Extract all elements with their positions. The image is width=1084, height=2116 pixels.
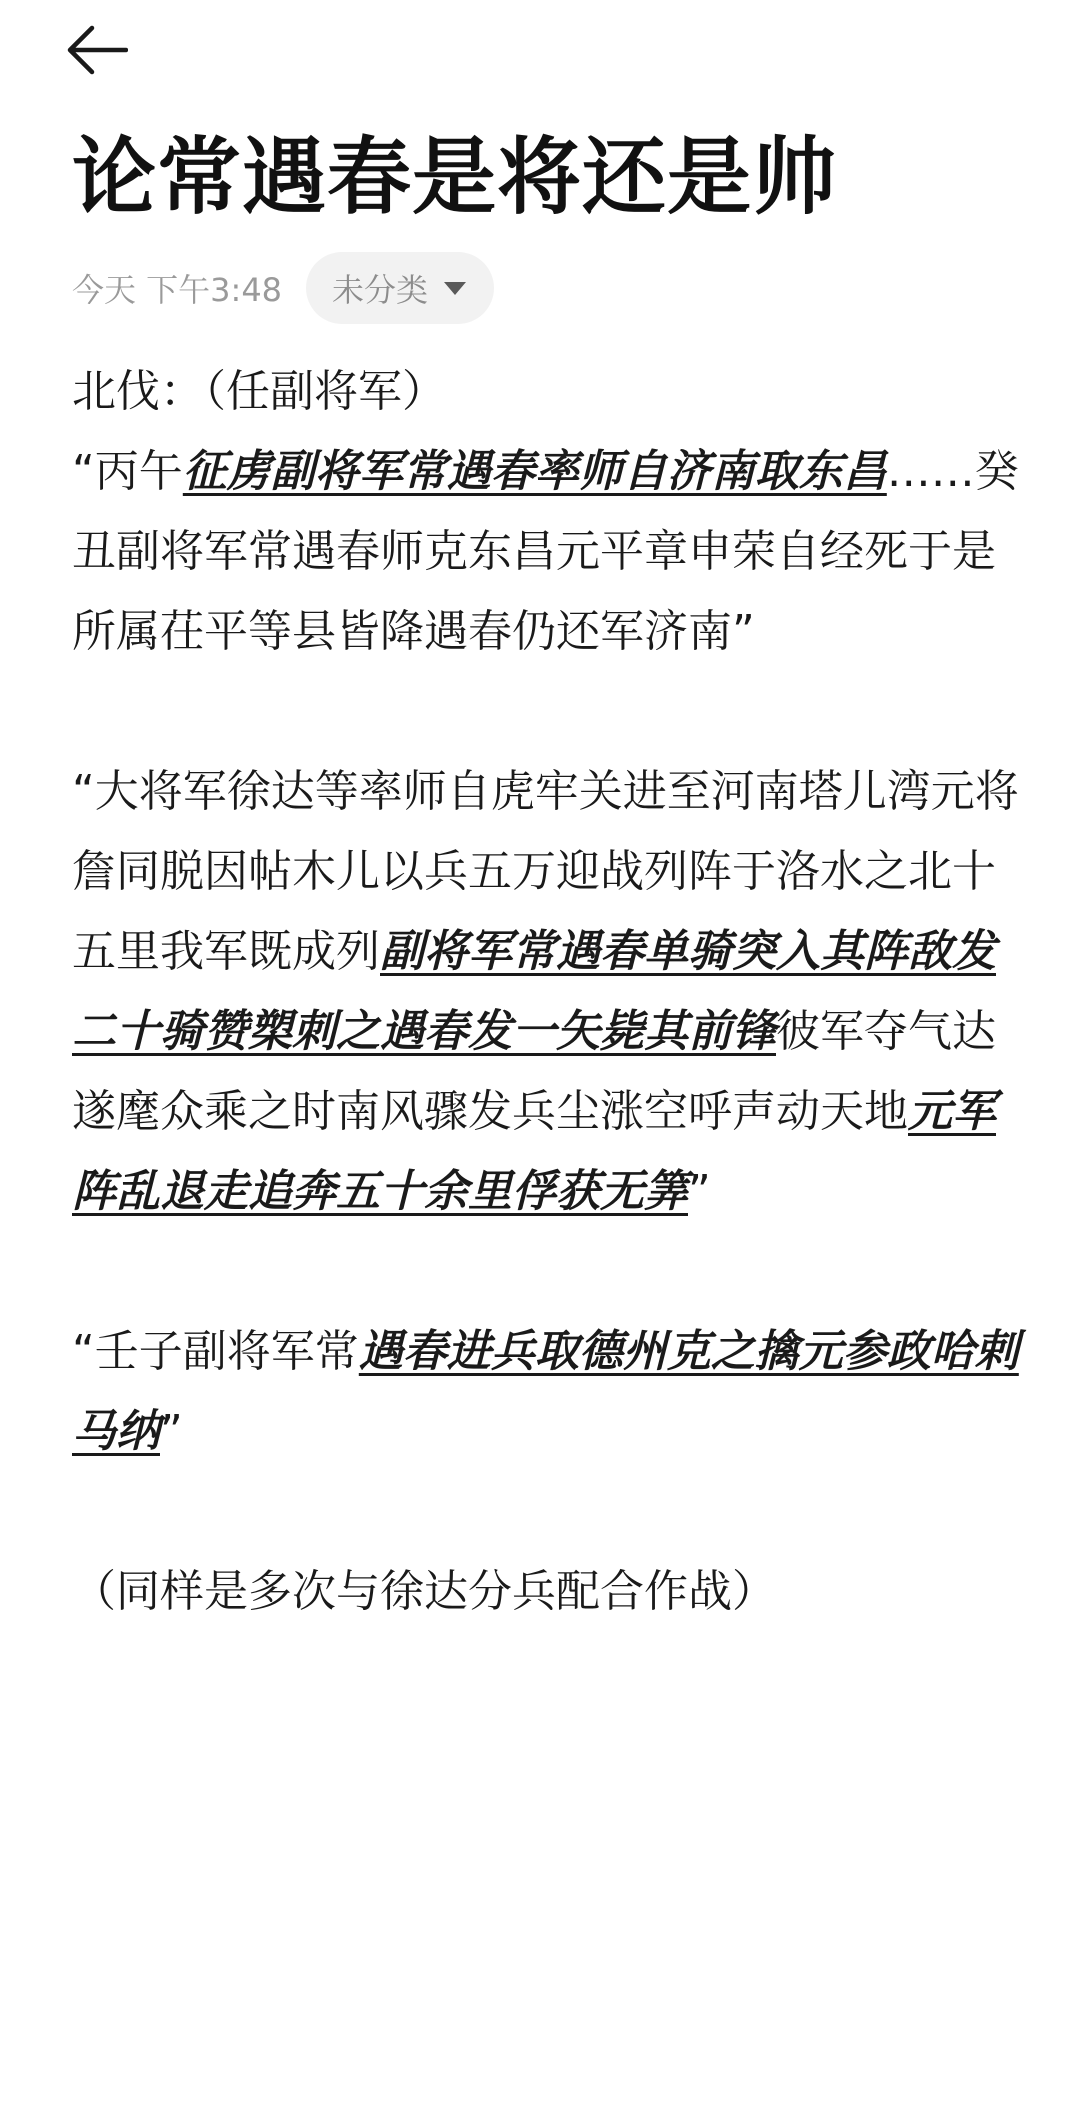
text-run: 彼军夺气达遂麾众乘之时南风骤发兵尘涨空呼声动天地 [72,1006,996,1137]
text-run: ……癸丑副将军常遇春师克东昌元平章申荣自经死于是所属茌平等县皆降遇春仍还军济南” [72,446,1019,657]
highlighted-text: 副将军常遇春单骑突入其阵敌发二十骑赞槊刺之遇春发一矢毙其前锋 [72,926,996,1057]
caret-down-icon [444,282,466,295]
text-run: “大将军徐达等率师自虎牢关进至河南塔儿湾元将詹同脱因帖木儿以兵五万迎战列阵于洛水之北十五里我军既成列 [72,766,1019,977]
note-meta [72,250,494,326]
paragraph-1-text: 北伐：（任副将军） [72,366,446,417]
highlighted-text: 元军阵乱退走追奔五十余里俘获无筭 [72,1086,996,1217]
back-button[interactable] [66,14,152,86]
paragraph-2 [72,432,1022,672]
text-run: ” [688,1166,711,1217]
text-run: ” [160,1406,183,1457]
paragraph-1 [72,352,1022,432]
note-date: 今天 下午3:48 [72,271,283,309]
category-label: 未分类 [332,271,429,309]
note-title[interactable]: 论常遇春是将还是帅 [72,128,838,226]
paragraph-3 [72,752,1022,1232]
blank-line [72,672,1022,752]
arrow-left-icon [66,25,128,75]
blank-line [72,1232,1022,1312]
note-body[interactable] [72,352,1022,1632]
text-run: “丙午 [72,446,183,497]
highlighted-text: 征虏副将军常遇春率师自济南取东昌 [182,446,887,497]
paragraph-4 [72,1312,1022,1472]
paragraph-5 [72,1552,1022,1632]
category-dropdown[interactable] [306,252,494,324]
blank-line [72,1472,1022,1552]
text-run: “壬子副将军常 [72,1326,359,1377]
highlighted-text: 遇春进兵取德州克之擒元参政哈剌马纳 [72,1326,1019,1457]
paragraph-5-text: （同样是多次与徐达分兵配合作战） [72,1566,776,1617]
